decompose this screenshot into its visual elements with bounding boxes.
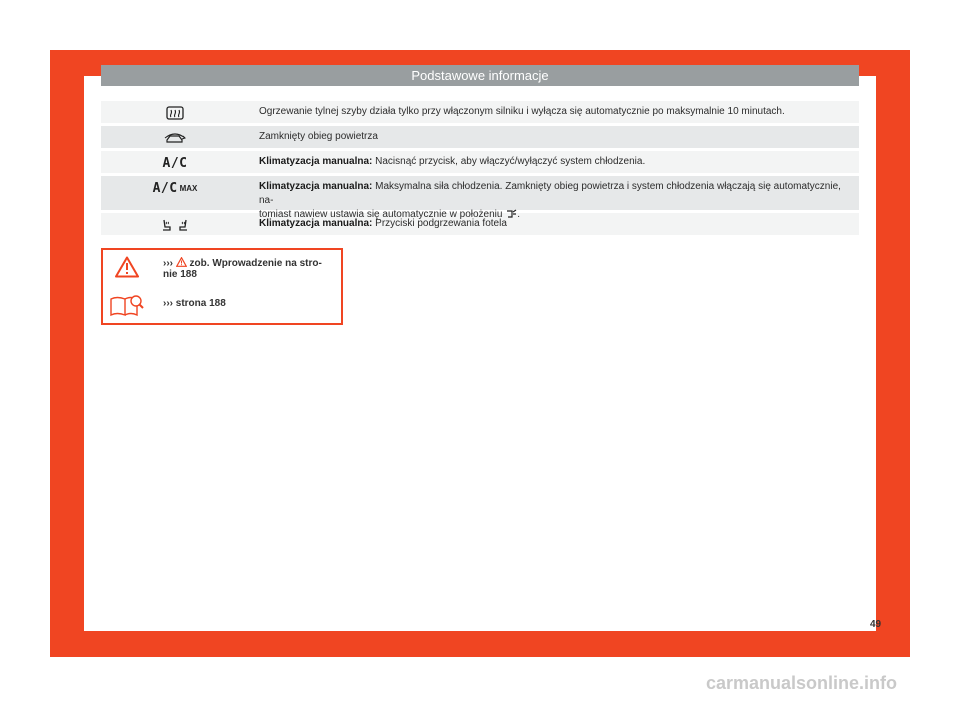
row-description: Ogrzewanie tylnej szyby działa tylko przy włączonym silniku i wyłącza się automatycznie po maksymalnie 10 minutach. <box>259 106 785 117</box>
row-label: Klimatyzacja manualna: <box>259 218 373 229</box>
row-description: Przyciski podgrzewania fotela <box>372 218 507 229</box>
section-header: Podstawowe informacje <box>101 65 859 86</box>
air-recirculation-icon <box>101 126 249 146</box>
table-row <box>101 176 859 220</box>
manual-book-icon <box>109 293 145 317</box>
watermark: carmanualsonline.info <box>706 673 898 693</box>
row-label: Klimatyzacja manualna: <box>259 181 373 192</box>
table-row <box>101 126 859 148</box>
rear-window-defrost-icon <box>101 101 249 121</box>
row-description-end: . <box>517 209 521 220</box>
table-row <box>101 151 859 173</box>
row-description: Nacisnąć przycisk, aby włączyć/wyłączyć system chłodzenia. <box>372 156 646 167</box>
ac-max-icon <box>101 176 249 196</box>
row-text <box>249 126 859 148</box>
row-description: Zamknięty obieg powietrza <box>259 131 378 142</box>
warning-prefix: ››› <box>163 258 173 269</box>
row-text <box>249 213 859 235</box>
page-reference-link[interactable]: ››› strona 188 <box>163 298 226 309</box>
page-number: 49 <box>870 619 882 630</box>
table-row <box>101 213 859 235</box>
seat-heating-icon <box>101 213 249 233</box>
warning-text-line2: nie 188 <box>163 269 197 280</box>
ac-max-icon-sub: MAX <box>179 183 198 193</box>
row-label: Klimatyzacja manualna: <box>259 156 373 167</box>
ac-icon-label: A/C <box>162 155 188 171</box>
warning-box <box>101 248 343 325</box>
row-text <box>249 101 859 123</box>
warning-triangle-icon <box>115 256 139 278</box>
row-description: Maksymalna siła chłodzenia. Zamknięty obieg powietrza i system chłodzenia włączają się automatycznie, na- <box>259 181 841 206</box>
table-row <box>101 101 859 123</box>
warning-text-line1: zob. Wprowadzenie na stro- <box>186 258 322 269</box>
row-description-cont: tomiast nawiew ustawia się automatycznie w położeniu <box>259 209 503 220</box>
ac-max-icon-label: A/C <box>152 180 178 196</box>
row-text <box>249 151 859 173</box>
inline-warning-icon <box>176 257 187 267</box>
controls-table <box>101 101 859 238</box>
ac-icon <box>101 151 249 171</box>
